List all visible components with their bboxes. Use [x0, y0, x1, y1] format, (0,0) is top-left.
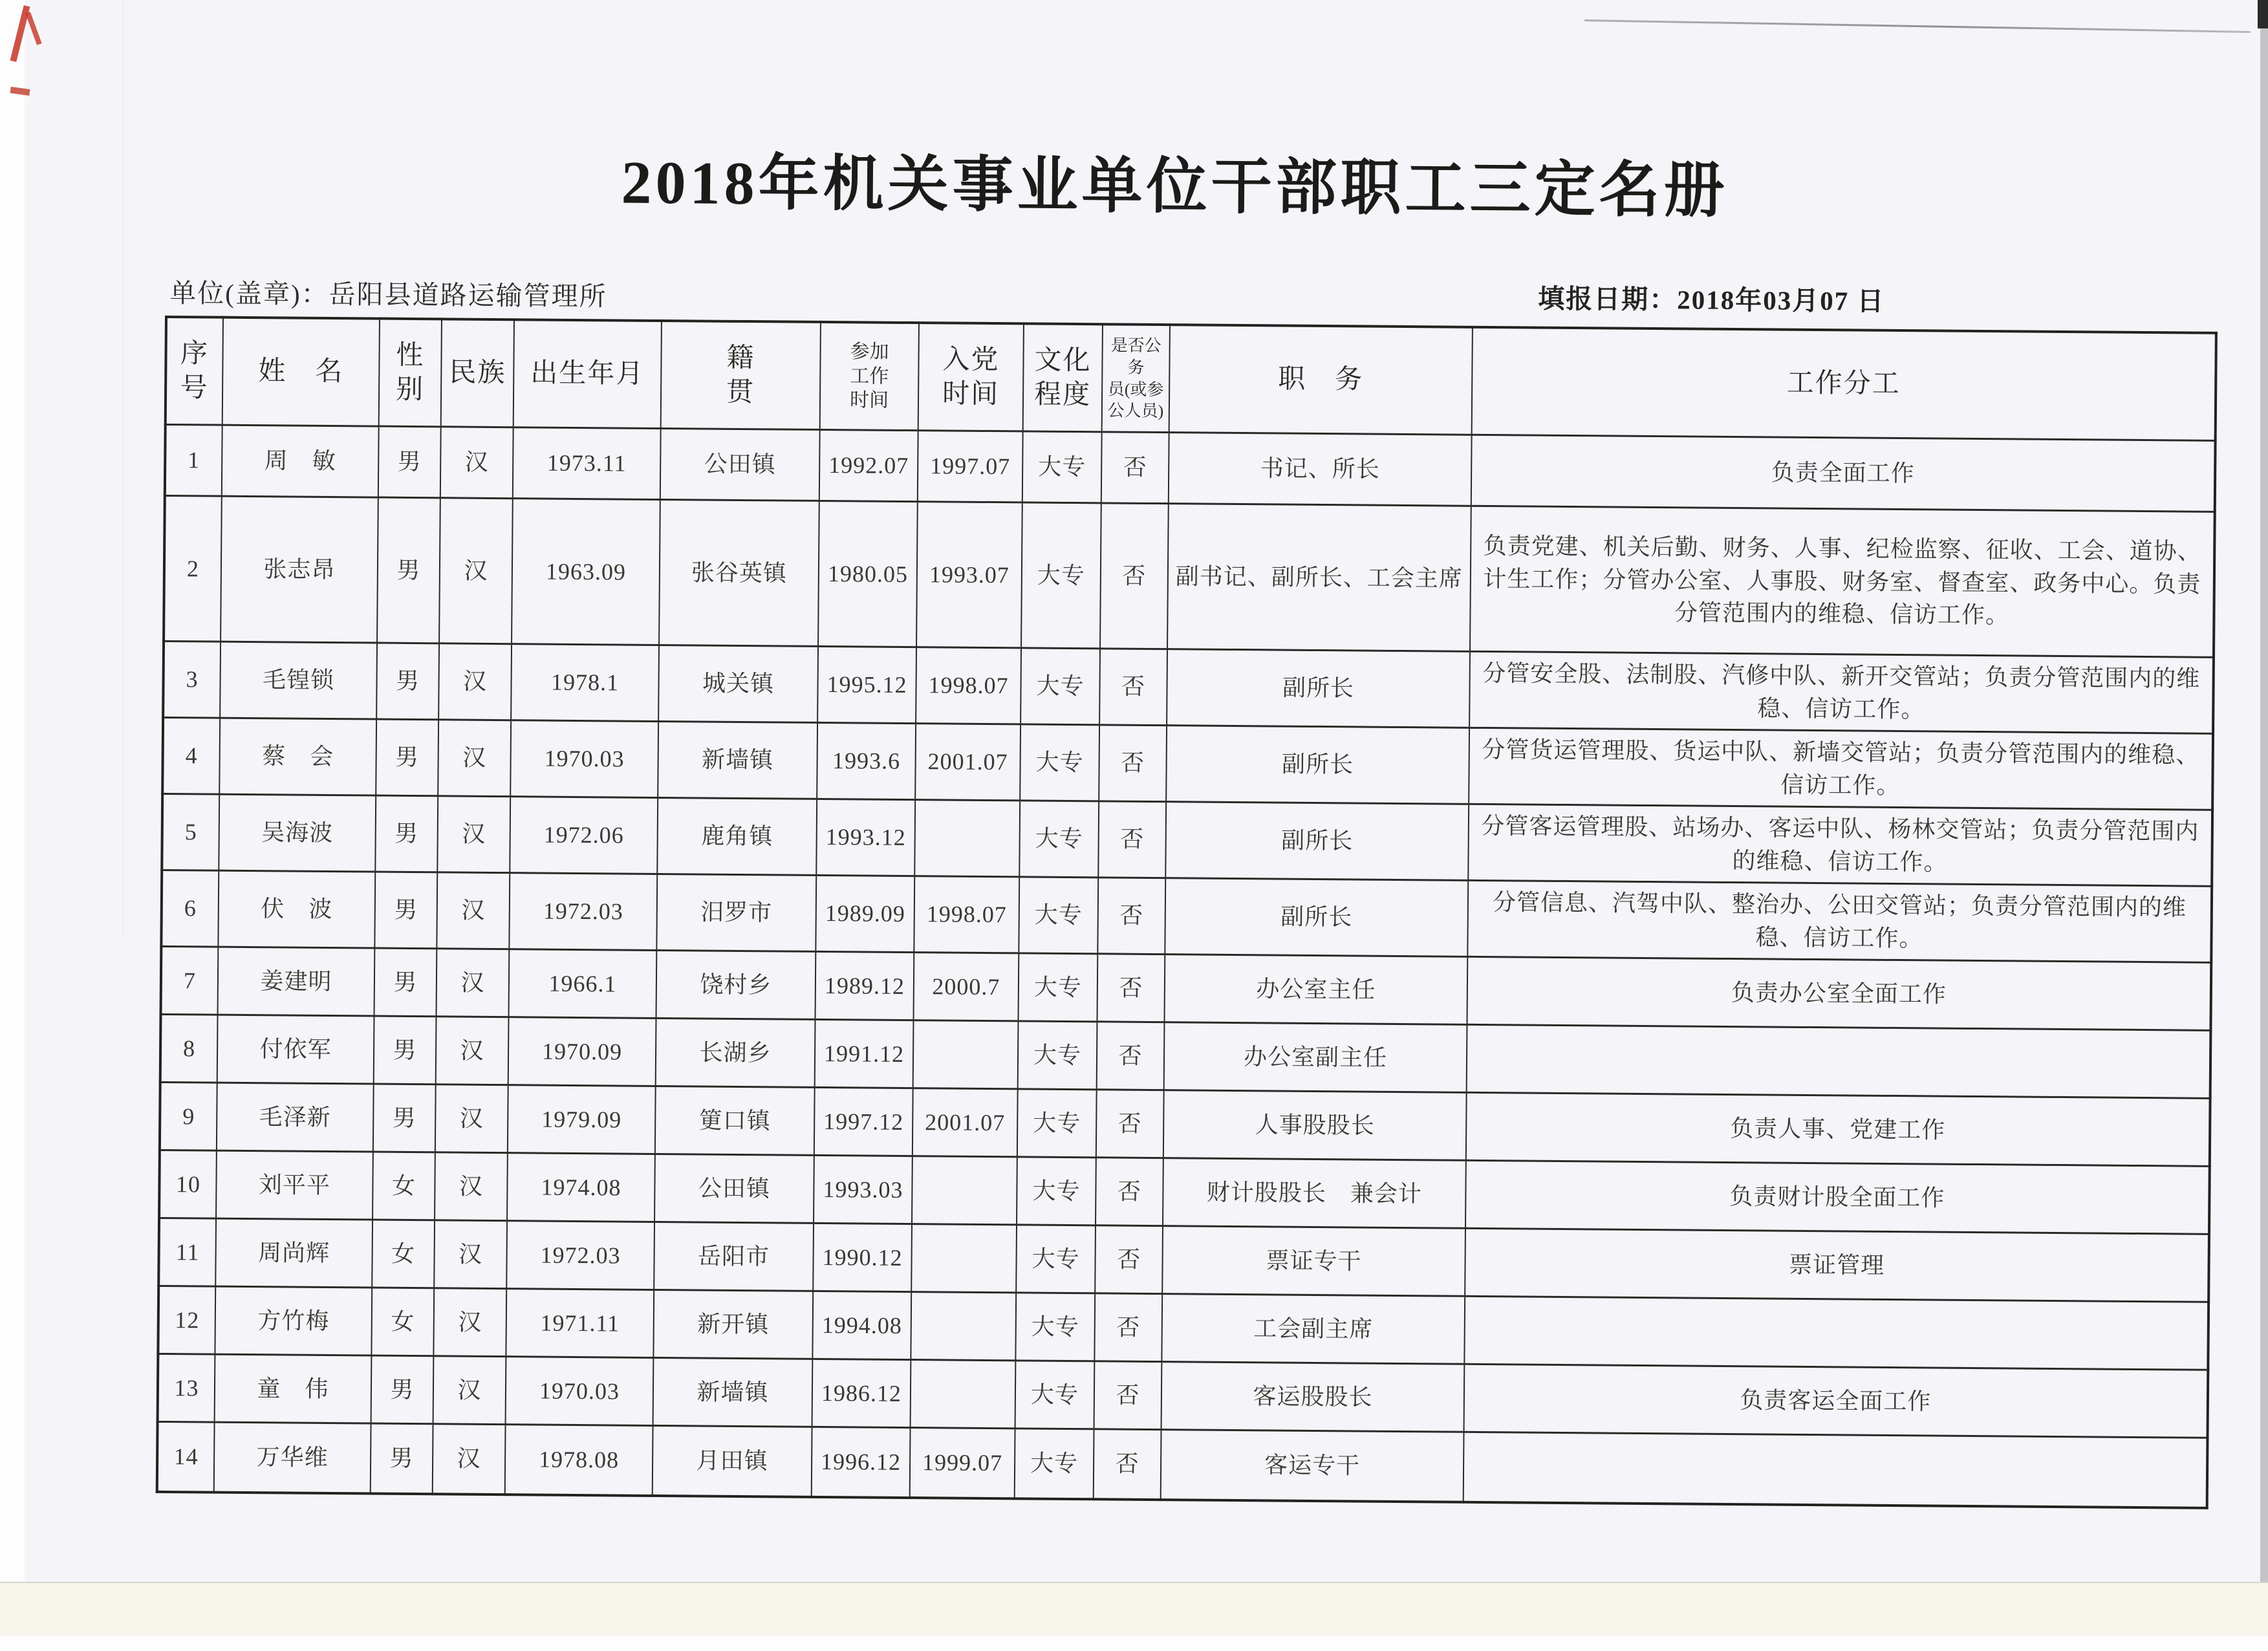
- table-cell: 饶村乡: [656, 950, 816, 1019]
- table-cell: 1970.09: [508, 1017, 656, 1086]
- table-cell: 分管客运管理股、站场办、客运中队、杨林交管站；负责分管范围内的维稳、信访工作。: [1468, 804, 2212, 886]
- table-cell: 吴海波: [219, 794, 376, 872]
- table-cell: 否: [1094, 1429, 1161, 1500]
- table-cell: [1467, 1024, 2211, 1098]
- header-native-place: 籍 贯: [661, 321, 821, 429]
- table-cell: 否: [1100, 503, 1169, 649]
- table-cell: 女: [371, 1288, 434, 1356]
- table-cell: 汉: [437, 949, 510, 1017]
- table-cell: 10: [159, 1150, 217, 1218]
- table-cell: 1978.1: [511, 644, 659, 722]
- table-cell: 2: [164, 495, 222, 642]
- table-cell: 1972.06: [510, 797, 658, 874]
- table-cell: 男: [375, 795, 438, 872]
- table-cell: 否: [1096, 1090, 1164, 1158]
- table-cell: 周尚辉: [215, 1218, 373, 1288]
- table-cell: 1998.07: [916, 647, 1021, 724]
- table-cell: 汉: [440, 427, 513, 499]
- table-cell: 1: [165, 424, 222, 496]
- table-cell: 汉: [439, 498, 513, 644]
- table-cell: 男: [374, 872, 437, 949]
- table-cell: 男: [371, 1423, 433, 1494]
- table-cell: 大专: [1017, 1089, 1097, 1158]
- table-cell: 汉: [435, 1152, 508, 1221]
- table-cell: 否: [1097, 954, 1165, 1022]
- table-cell: 1974.08: [507, 1153, 655, 1222]
- table-cell: 1996.12: [812, 1427, 911, 1497]
- page-title: 2018年机关事业单位干部职工三定名册: [621, 149, 1729, 225]
- table-cell: 1973.11: [513, 427, 661, 500]
- header-ethnicity: 民族: [441, 319, 514, 427]
- table-cell: 万华维: [214, 1422, 371, 1493]
- table-cell: 姜建明: [218, 947, 375, 1016]
- table-cell: 男: [371, 1355, 434, 1424]
- table-cell: 大专: [1020, 724, 1099, 801]
- table-cell: 办公室副主任: [1164, 1022, 1467, 1093]
- table-cell: 客运股股长: [1161, 1362, 1465, 1432]
- table-cell: 11: [158, 1218, 216, 1286]
- table-cell: 大专: [1021, 648, 1100, 725]
- table-cell: 6: [161, 870, 219, 947]
- table-cell: 否: [1095, 1225, 1163, 1294]
- table-cell: 汉: [433, 1288, 506, 1357]
- table-cell: 2000.7: [913, 953, 1019, 1021]
- table-cell: 否: [1097, 878, 1165, 955]
- table-cell: 汉: [438, 720, 511, 797]
- table-cell: 1963.09: [512, 499, 660, 645]
- header-name: 姓 名: [222, 318, 380, 426]
- table-cell: 客运专干: [1161, 1430, 1464, 1502]
- table-cell: 筻口镇: [655, 1086, 815, 1155]
- table-cell: 工会副主席: [1161, 1294, 1465, 1365]
- table-cell: 大专: [1018, 953, 1097, 1022]
- table-cell: 刘平平: [216, 1150, 373, 1220]
- table-cell: 8: [160, 1014, 218, 1083]
- table-cell: 汨罗市: [656, 874, 816, 951]
- table-cell: 1998.07: [914, 876, 1019, 953]
- table-cell: 负责财计股全面工作: [1465, 1160, 2210, 1234]
- report-date-label: 填报日期：2018年03月07 日: [1538, 283, 1885, 316]
- table-cell: 2001.07: [913, 1088, 1018, 1157]
- table-cell: 1972.03: [506, 1221, 654, 1290]
- table-cell: 财计股股长 兼会计: [1163, 1158, 1466, 1229]
- table-cell: 1992.07: [819, 429, 918, 501]
- table-cell: 伏 波: [218, 870, 375, 948]
- table-cell: 1980.05: [818, 501, 918, 647]
- table-cell: [1464, 1296, 2209, 1370]
- table-cell: 否: [1098, 801, 1166, 878]
- header-position: 职 务: [1169, 325, 1473, 435]
- table-cell: 负责人事、党建工作: [1466, 1092, 2210, 1166]
- table-cell: 票证专干: [1162, 1226, 1465, 1297]
- table-cell: 男: [377, 497, 440, 643]
- table-cell: 负责办公室全面工作: [1467, 956, 2211, 1030]
- roster-table: [156, 316, 2218, 1509]
- table-cell: 毛锽锁: [220, 642, 377, 719]
- table-cell: 男: [376, 719, 438, 796]
- header-serial-number: 序 号: [166, 317, 223, 425]
- table-cell: 1966.1: [509, 949, 657, 1019]
- table-cell: [1463, 1432, 2208, 1507]
- table-cell: 分管货运管理股、货运中队、新墙交管站；负责分管范围内的维稳、信访工作。: [1469, 728, 2213, 810]
- table-cell: 12: [158, 1286, 215, 1354]
- table-cell: 1997.12: [814, 1087, 913, 1156]
- header-party-join-time: 入党 时间: [918, 323, 1024, 431]
- table-cell: 毛泽新: [217, 1083, 374, 1152]
- table-cell: 男: [374, 948, 437, 1017]
- table-cell: 书记、所长: [1169, 433, 1472, 506]
- table-cell: [913, 1020, 1019, 1089]
- table-cell: 大专: [1018, 1021, 1097, 1090]
- table-cell: [911, 1224, 1017, 1293]
- table-cell: 蔡 会: [219, 718, 376, 795]
- table-cell: [914, 800, 1020, 877]
- table-cell: 男: [374, 1016, 437, 1084]
- table-cell: 长湖乡: [656, 1018, 815, 1087]
- table-cell: [911, 1360, 1016, 1429]
- table-cell: 副所长: [1167, 649, 1470, 728]
- table-cell: [912, 1156, 1017, 1225]
- table-cell: 2001.07: [915, 724, 1021, 801]
- scan-artifact-right-corner: [2258, 0, 2268, 28]
- table-cell: 付依军: [217, 1015, 374, 1084]
- table-cell: 1999.07: [910, 1428, 1015, 1498]
- table-cell: 新开镇: [653, 1290, 813, 1359]
- table-cell: 汉: [433, 1424, 506, 1495]
- table-cell: 否: [1099, 725, 1167, 802]
- table-cell: 童 伟: [215, 1354, 372, 1423]
- table-cell: 男: [378, 426, 441, 498]
- table-cell: 1989.12: [815, 951, 914, 1020]
- table-cell: 分管安全股、法制股、汽修中队、新开交管站；负责分管范围内的维稳、信访工作。: [1469, 651, 2214, 733]
- table-cell: 否: [1101, 432, 1169, 504]
- header-work-start-time: 参加 工作 时间: [820, 322, 919, 431]
- header-birth-date: 出生年月: [513, 319, 662, 428]
- table-cell: 人事股股长: [1163, 1090, 1467, 1161]
- table-cell: 副所长: [1166, 726, 1469, 804]
- table-cell: 公田镇: [654, 1154, 814, 1223]
- table-cell: 13: [158, 1354, 215, 1422]
- table-cell: 大专: [1019, 801, 1099, 878]
- table-cell: 大专: [1021, 502, 1101, 649]
- table-cell: 负责党建、机关后勤、财务、人事、纪检监察、征收、工会、道协、计生工作；分管办公室、人事股、财务室、督查室、政务中心。负责分管范围内的维稳、信访工作。: [1470, 506, 2215, 657]
- header-work-division: 工作分工: [1472, 327, 2216, 441]
- table-cell: 9: [160, 1082, 217, 1150]
- table-cell: [911, 1292, 1016, 1361]
- table-cell: 大专: [1015, 1429, 1094, 1499]
- table-cell: 大专: [1022, 431, 1102, 503]
- table-cell: 汉: [437, 796, 510, 873]
- table-cell: 1997.07: [918, 431, 1023, 502]
- scan-artifact-right-edge: [2260, 0, 2268, 1582]
- table-cell: 汉: [437, 872, 510, 949]
- scan-artifact-paper-bottom-edge: [0, 1582, 2268, 1636]
- table-cell: 公田镇: [660, 428, 820, 501]
- table-cell: 4: [162, 717, 220, 794]
- header-row: [166, 317, 2216, 440]
- table-cell: 1993.03: [814, 1155, 913, 1224]
- table-cell: 1970.03: [506, 1357, 654, 1426]
- table-cell: 票证管理: [1465, 1228, 2209, 1302]
- table-cell: 1970.03: [510, 720, 658, 798]
- table-cell: 汉: [433, 1356, 506, 1425]
- table-cell: 14: [157, 1421, 215, 1492]
- table-cell: 1990.12: [813, 1223, 912, 1291]
- table-cell: 5: [162, 793, 219, 870]
- unit-seal-label: 单位(盖章)：岳阳县道路运输管理所: [169, 278, 607, 312]
- table-cell: 张志昂: [221, 496, 378, 643]
- table-cell: 汉: [436, 1017, 509, 1085]
- table-cell: 1986.12: [812, 1359, 911, 1427]
- table-cell: 否: [1094, 1361, 1162, 1430]
- table-cell: 负责全面工作: [1471, 435, 2216, 512]
- table-cell: 1993.12: [816, 799, 915, 876]
- table-cell: 大专: [1019, 877, 1098, 954]
- table-cell: 张谷英镇: [659, 499, 819, 646]
- table-row: [164, 495, 2215, 657]
- table-cell: 1978.08: [505, 1425, 653, 1496]
- table-cell: 7: [161, 946, 219, 1015]
- header-gender: 性 别: [379, 319, 442, 427]
- table-cell: 汉: [438, 643, 512, 720]
- table-cell: 城关镇: [658, 645, 818, 722]
- table-cell: 大专: [1017, 1157, 1096, 1225]
- table-cell: 方竹梅: [215, 1286, 372, 1355]
- table-cell: 1995.12: [817, 646, 916, 723]
- table-cell: 副书记、副所长、工会主席: [1167, 504, 1471, 652]
- table-cell: 周 敏: [222, 425, 379, 497]
- table-cell: 大专: [1016, 1225, 1096, 1293]
- table-cell: 否: [1094, 1293, 1162, 1362]
- table-cell: 1993.07: [916, 502, 1022, 648]
- table-cell: 女: [373, 1152, 435, 1220]
- table-cell: 3: [163, 641, 221, 718]
- table-cell: 1971.11: [506, 1289, 654, 1358]
- table-cell: 男: [376, 643, 439, 720]
- table-cell: 男: [373, 1084, 436, 1152]
- table-cell: 否: [1097, 1022, 1165, 1090]
- table-cell: 1991.12: [815, 1019, 914, 1088]
- header-education-level: 文化 程度: [1023, 323, 1103, 431]
- table-cell: 1979.09: [508, 1085, 656, 1154]
- table-cell: 1993.6: [817, 722, 916, 799]
- roster-table-body: [157, 424, 2216, 1507]
- table-cell: 岳阳市: [654, 1222, 814, 1291]
- table-cell: 鹿角镇: [657, 797, 817, 875]
- table-cell: 1994.08: [812, 1291, 911, 1359]
- table-cell: 副所长: [1165, 802, 1469, 881]
- table-cell: 办公室主任: [1164, 955, 1467, 1025]
- table-cell: 否: [1099, 649, 1167, 726]
- table-cell: 分管信息、汽驾中队、整治办、公田交管站；负责分管范围内的维稳、信访工作。: [1467, 880, 2212, 962]
- table-cell: 新墙镇: [653, 1357, 813, 1427]
- table-cell: 汉: [434, 1220, 507, 1289]
- table-cell: 新墙镇: [658, 721, 817, 799]
- table-cell: 大专: [1015, 1293, 1095, 1361]
- table-cell: 负责客运全面工作: [1464, 1364, 2209, 1438]
- header-civil-servant-status: 是否公务 员(或参 公人员): [1102, 324, 1170, 432]
- table-cell: 月田镇: [653, 1425, 812, 1496]
- table-cell: 1989.09: [815, 875, 914, 952]
- table-cell: 汉: [435, 1084, 508, 1153]
- table-cell: 女: [372, 1220, 435, 1288]
- table-cell: 大专: [1015, 1361, 1095, 1429]
- table-cell: 副所长: [1165, 878, 1468, 957]
- table-cell: 否: [1096, 1158, 1163, 1226]
- table-cell: 1972.03: [509, 873, 657, 951]
